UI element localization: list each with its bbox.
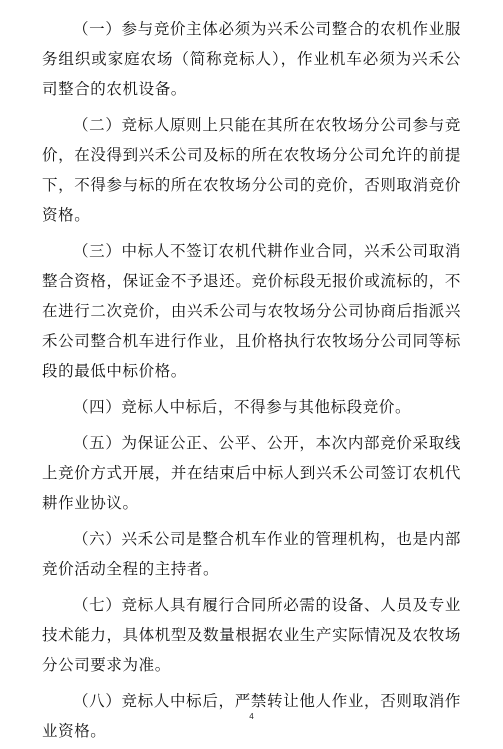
clause-2: （二）竞标人原则上只能在其所在农牧场分公司参与竞价，在没得到兴禾公司及标的所在农牧场分公司允许的前提下，不得参与标的所在农牧场分公司的竞价，否则取消竞价资格。 xyxy=(42,116,461,224)
clause-7: （七）竞标人具有履行合同所必需的设备、人员及专业技术能力，具体机型及数量根据农业生产实际情况及农牧场分公司要求为准。 xyxy=(42,596,461,674)
clause-4: （四）竞标人中标后，不得参与其他标段竞价。 xyxy=(73,398,412,416)
clause-1: （一）参与竞价主体必须为兴禾公司整合的农机作业服务组织或家庭农场（简称竞标人），作业机车必须为兴禾公司整合的农机设备。 xyxy=(42,20,461,98)
clause-8: （八）竞标人中标后，严禁转让他人作业，否则取消作业资格。 xyxy=(42,692,461,740)
clause-6: （六）兴禾公司是整合机车作业的管理机构，也是内部竞价活动全程的主持者。 xyxy=(42,530,461,578)
page-number: 4 xyxy=(249,712,254,721)
clause-5: （五）为保证公正、公平、公开，本次内部竞价采取线上竞价方式开展，并在结束后中标人到兴禾公司签订农机代耕作业协议。 xyxy=(42,434,461,512)
clause-3: （三）中标人不签订农机代耕作业合同，兴禾公司取消整合资格，保证金不予退还。竞价标段无报价或流标的，不在进行二次竞价，由兴禾公司与农牧场分公司协商后指派兴禾公司整合机车进行作业，且价格执行农牧场分公司同等标段的最低中标价格。 xyxy=(42,242,461,380)
